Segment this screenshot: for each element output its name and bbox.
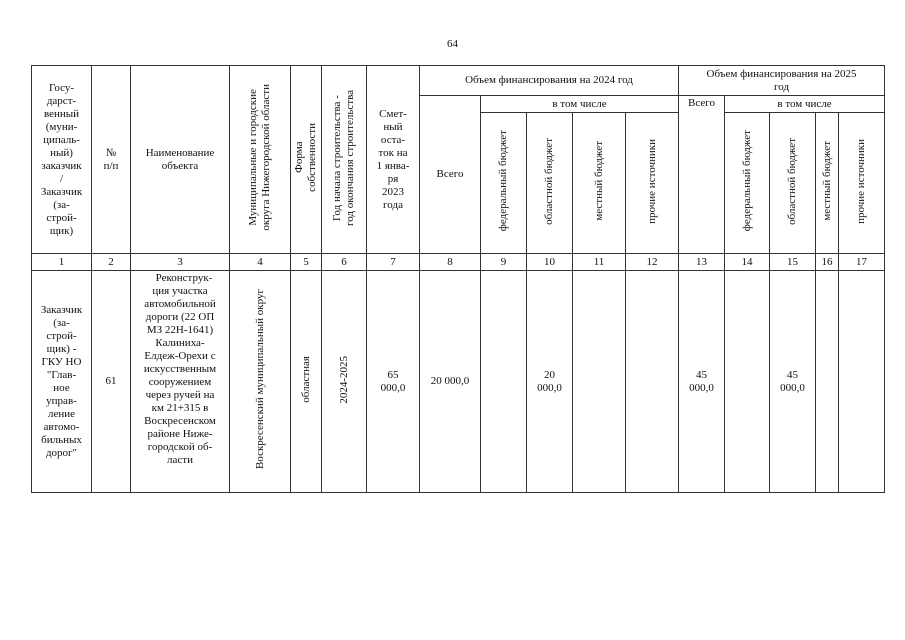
- header-other-2024: прочие источники: [626, 113, 679, 254]
- cell-object-name: [131, 271, 230, 493]
- cell-regional-2025: 45 000,0: [770, 271, 816, 493]
- column-number: 14: [725, 254, 770, 271]
- cell-years: 2024-2025: [322, 271, 367, 493]
- column-number: 16: [816, 254, 839, 271]
- header-including-2024: в том числе: [481, 96, 679, 113]
- cell-total-2025: 45 000,0: [679, 271, 725, 493]
- header-including-2025: в том числе: [725, 96, 885, 113]
- header-customer: Госу- дарст- венный (муни- ципаль- ный) заказчик / Заказчик (за- строй- щик): [32, 66, 92, 254]
- object-name-first-line: Реконструк-: [155, 272, 213, 284]
- column-number: 6: [322, 254, 367, 271]
- column-number: 15: [770, 254, 816, 271]
- header-local-2024: местный бюджет: [573, 113, 626, 254]
- header-financing-2024: Объем финансирования на 2024 год: [420, 66, 679, 96]
- header-regional-2024: областной бюджет: [527, 113, 573, 254]
- column-number: 8: [420, 254, 481, 271]
- column-number: 3: [131, 254, 230, 271]
- object-name-rest: ция участка автомобильной дороги (22 ОП МЗ 22Н-1641) Калиниха- Елдеж-Орехи с искусственным сооружением через ручей на км 21+315 в Воскресенском районе Ниже- городской об- ласти: [143, 285, 217, 466]
- cell-customer: Заказчик (за- строй- щик) - ГКУ НО "Глав- ное управ- ление автомо- бильных дорог": [32, 271, 92, 493]
- column-number: 17: [839, 254, 885, 271]
- cell-other-2024: [626, 271, 679, 493]
- header-number: № п/п: [92, 66, 131, 254]
- header-total-2025: Всего: [679, 96, 725, 254]
- header-federal-2024: федеральный бюджет: [481, 113, 527, 254]
- financing-table: [31, 65, 885, 493]
- header-total-2024: Всего: [420, 96, 481, 254]
- column-number: 11: [573, 254, 626, 271]
- cell-total-2024: 20 000,0: [420, 271, 481, 493]
- cell-local-2025: [816, 271, 839, 493]
- table-row: [32, 271, 885, 493]
- header-federal-2025: федеральный бюджет: [725, 113, 770, 254]
- cell-estimate: 65 000,0: [367, 271, 420, 493]
- cell-federal-2025: [725, 271, 770, 493]
- cell-regional-2024: 20 000,0: [527, 271, 573, 493]
- column-number: 9: [481, 254, 527, 271]
- header-ownership: Форма собственности: [291, 66, 322, 254]
- column-number: 10: [527, 254, 573, 271]
- header-regional-2025: областной бюджет: [770, 113, 816, 254]
- column-number: 2: [92, 254, 131, 271]
- header-local-2025: местный бюджет: [816, 113, 839, 254]
- page-number: 64: [447, 38, 458, 50]
- header-object-name: Наименование объекта: [131, 66, 230, 254]
- header-years: Год начала строительства - год окончания строительства: [322, 66, 367, 254]
- cell-municipal: Воскресенский муниципальный округ: [230, 271, 291, 493]
- cell-local-2024: [573, 271, 626, 493]
- column-number: 12: [626, 254, 679, 271]
- header-municipal: Муниципальные и городские округа Нижегородской области: [230, 66, 291, 254]
- column-numbers-row: [32, 254, 885, 271]
- column-number: 1: [32, 254, 92, 271]
- cell-number: 61: [92, 271, 131, 493]
- column-number: 4: [230, 254, 291, 271]
- column-number: 7: [367, 254, 420, 271]
- header-other-2025: прочие источники: [839, 113, 885, 254]
- cell-ownership: областная: [291, 271, 322, 493]
- column-number: 13: [679, 254, 725, 271]
- header-estimate: Смет- ный оста- ток на 1 янва- ря 2023 года: [367, 66, 420, 254]
- cell-federal-2024: [481, 271, 527, 493]
- column-number: 5: [291, 254, 322, 271]
- header-financing-2025: Объем финансирования на 2025 год: [679, 66, 885, 96]
- cell-other-2025: [839, 271, 885, 493]
